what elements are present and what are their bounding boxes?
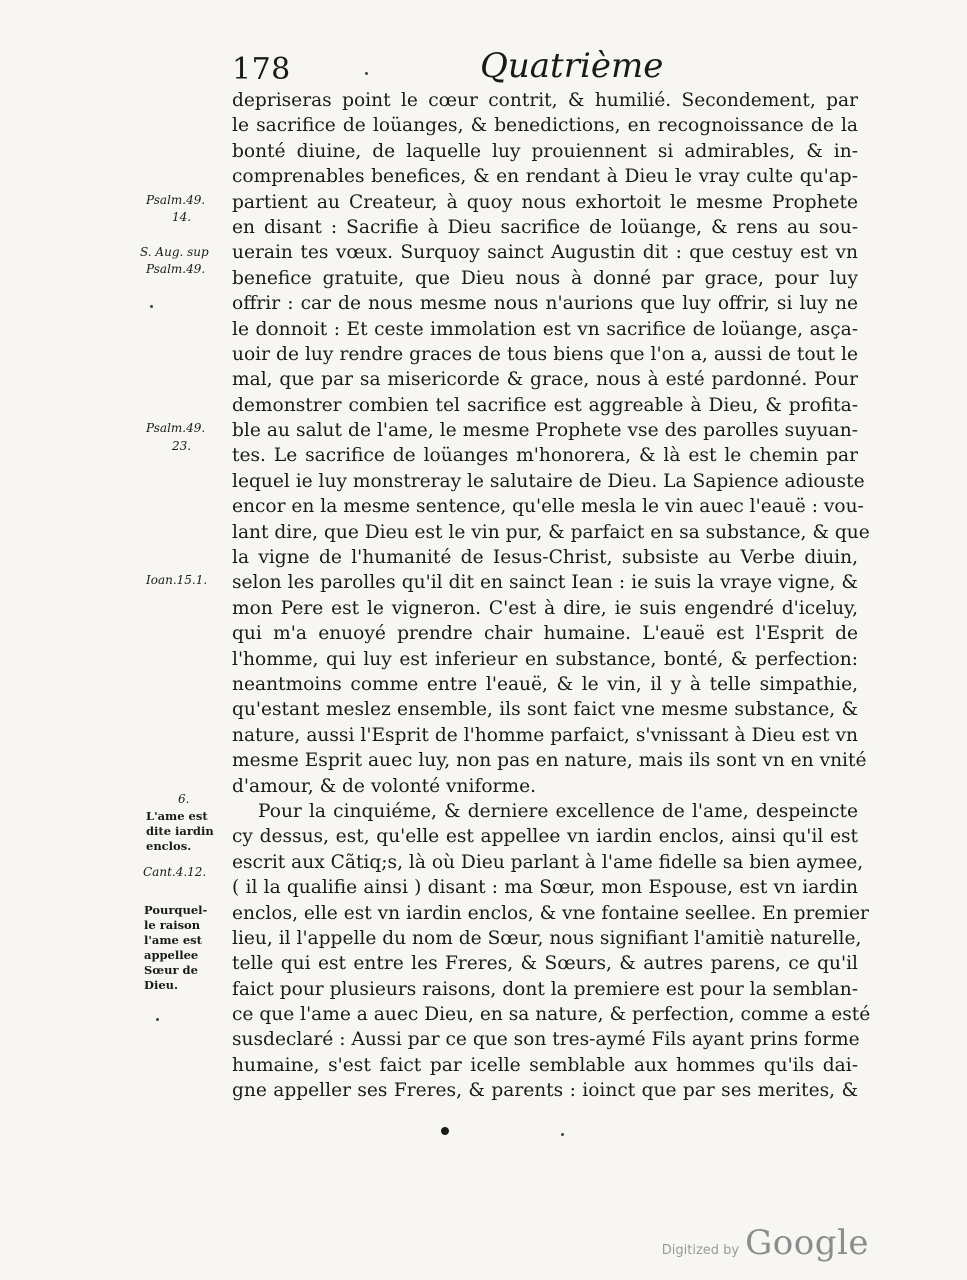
- text-line: mon Pere est le vigneron. C'est à dire, ie suis engendré d'iceluy,: [232, 597, 858, 619]
- text-line: le sacrifice de loüanges, & benedictions, en recognoissance de la: [232, 115, 858, 137]
- running-title: Quatrième: [480, 46, 664, 86]
- text-line: uerain tes vœux. Surquoy sainct Augustin dit : que cestuy est vn: [232, 242, 858, 264]
- text-line: humaine, s'est faict par icelle semblable aux hommes qu'ils dai-: [232, 1054, 858, 1076]
- margin-note-augustin: S. Aug. sup: [140, 245, 209, 259]
- text-line: partient au Createur, à quoy nous exhortoit le mesme Prophete: [232, 191, 858, 213]
- text-line: uoir de luy rendre graces de tous biens que l'on a, aussi de tout le: [232, 343, 858, 365]
- margin-note-jardin-1: L'ame est: [146, 809, 208, 823]
- text-line: neantmoins comme entre l'eauë, & le vin, il y à telle simpathie,: [232, 673, 858, 695]
- text-line: le donnoit : Et ceste immolation est vn sacrifice de loüange, asça-: [232, 318, 858, 340]
- ink-speck: [156, 1018, 159, 1021]
- text-line: lequel ie luy monstreray le salutaire de Dieu. La Sapience adiouste: [232, 470, 865, 492]
- ink-speck: [561, 1133, 564, 1136]
- text-line: bonté diuine, de laquelle luy prouiennent si admirables, & in-: [232, 140, 858, 162]
- margin-note-ioan: Ioan.15.1.: [146, 573, 208, 587]
- margin-note-canticle: Cant.4.12.: [143, 865, 207, 879]
- margin-note-raison-3: l'ame est: [144, 933, 202, 947]
- text-line: demonstrer combien tel sacrifice est aggreable à Dieu, & profita-: [232, 394, 858, 416]
- text-line: la vigne de l'humanité de Iesus-Christ, subsiste au Verbe diuin,: [232, 547, 858, 569]
- margin-note-raison-4: appellee: [144, 948, 199, 962]
- text-line: benefice gratuite, que Dieu nous à donné par grace, pour luy: [232, 267, 858, 289]
- text-line: lant dire, que Dieu est le vin pur, & parfaict en sa substance, & que: [232, 521, 870, 543]
- text-line: depriseras point le cœur contrit, & humilié. Secondement, par: [232, 90, 858, 111]
- ink-speck: [365, 72, 368, 75]
- body-text: [232, 88, 871, 1104]
- text-line: tes. Le sacrifice de loüanges m'honorera, & là est le chemin par: [232, 445, 858, 467]
- margin-note-jardin-2: dite iardin: [146, 824, 214, 838]
- page-number: 178: [232, 52, 291, 87]
- margin-note-psalm: Psalm.49.: [146, 421, 206, 435]
- digitized-watermark: [662, 1223, 869, 1263]
- text-line: ( il la qualifie ainsi ) disant : ma Sœur, mon Espouse, est vn iardin: [232, 877, 858, 899]
- text-line: qui m'a enuoyé prendre chair humaine. L'eauë est l'Esprit de: [232, 623, 858, 645]
- google-logo: Google: [745, 1223, 869, 1263]
- digitized-label: Digitized by: [661, 1243, 740, 1258]
- ink-speck: [150, 305, 153, 308]
- text-line: comprenables benefices, & en rendant à Dieu le vray culte qu'ap-: [232, 166, 858, 188]
- text-line: susdeclaré : Aussi par ce que son tres-aymé Fils ayant prins forme: [232, 1029, 860, 1051]
- text-line: telle qui est entre les Freres, & Sœurs, & autres parens, ce qu'il: [232, 953, 858, 975]
- text-line: faict pour plusieurs raisons, dont la premiere est pour la semblan-: [232, 978, 858, 1000]
- text-line: Pour la cinquiéme, & derniere excellence de l'ame, despeincte: [258, 800, 858, 822]
- text-line: mesme Esprit auec luy, non pas en nature, mais ils sont vn en vnité: [232, 750, 867, 772]
- margin-note-jardin-3: enclos.: [146, 839, 192, 853]
- margin-note-psalm: Psalm.49.: [146, 262, 206, 276]
- margin-note-number: 6.: [178, 792, 190, 806]
- ornament-dot: [441, 1127, 449, 1135]
- margin-note-raison-2: le raison: [144, 918, 201, 932]
- text-line: d'amour, & de volonté vniforme.: [232, 775, 536, 797]
- text-line: l'homme, qui luy est inferieur en substance, bonté, & perfection:: [232, 648, 858, 670]
- margin-note-psalm: Psalm.49.: [146, 193, 206, 207]
- margin-note-raison-5: Sœur de: [144, 963, 198, 977]
- text-line: selon les parolles qu'il dit en sainct Iean : ie suis la vraye vigne, &: [232, 572, 858, 594]
- text-line: ble au salut de l'ame, le mesme Prophete vse des parolles suyuan-: [232, 420, 858, 442]
- text-line: cy dessus, est, qu'elle est appellee vn iardin enclos, ainsi qu'il est: [232, 826, 858, 848]
- text-line: gne appeller ses Freres, & parents : ioinct que par ses merites, &: [232, 1080, 858, 1102]
- margin-note-verse: 23.: [172, 439, 192, 453]
- text-line: qu'estant meslez ensemble, ils sont faict vne mesme substance, &: [232, 699, 858, 721]
- text-line: nature, aussi l'Esprit de l'homme parfaict, s'vnissant à Dieu est vn: [232, 724, 858, 746]
- text-line: en disant : Sacrifie à Dieu sacrifice de loüange, & rens au sou-: [232, 216, 858, 238]
- text-line: enclos, elle est vn iardin enclos, & vne fontaine seellee. En premier: [232, 902, 869, 924]
- text-line: encor en la mesme sentence, qu'elle mesla le vin auec l'eauë : vou-: [232, 496, 864, 518]
- text-line: lieu, il l'appelle du nom de Sœur, nous signifiant l'amitiè naturelle,: [232, 927, 862, 949]
- margin-note-raison-1: Pourquel-: [144, 903, 208, 917]
- margin-note-verse: 14.: [172, 210, 192, 224]
- text-line: ce que l'ame a auec Dieu, en sa nature, & perfection, comme a esté: [232, 1004, 871, 1026]
- text-line: mal, que par sa misericorde & grace, nous à esté pardonné. Pour: [232, 369, 858, 391]
- text-line: escrit aux Cãtiq;s, là où Dieu parlant à l'ame fidelle sa bien aymee,: [232, 851, 864, 873]
- margin-note-raison-6: Dieu.: [144, 978, 179, 992]
- text-line: offrir : car de nous mesme nous n'aurions que luy offrir, si luy ne: [232, 293, 858, 315]
